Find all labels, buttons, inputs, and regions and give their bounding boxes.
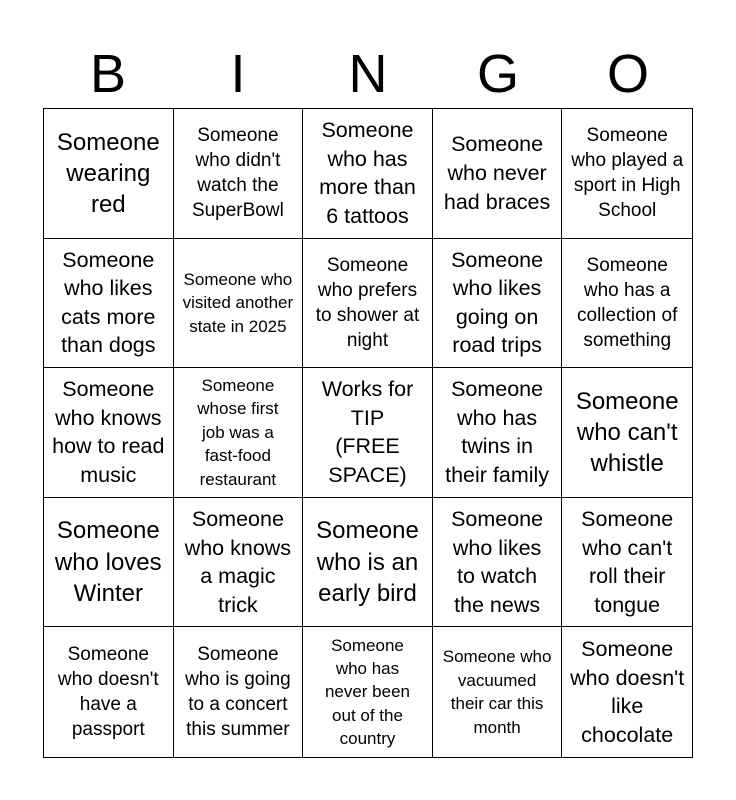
bingo-header bbox=[43, 40, 693, 108]
bingo-cell-r5c1[interactable] bbox=[44, 627, 174, 757]
bingo-cell-r3c2[interactable] bbox=[174, 368, 304, 498]
bingo-cell-r4c4[interactable] bbox=[433, 498, 563, 628]
cell-text: Someone who can't whistle bbox=[575, 387, 679, 478]
cell-text: Someone who likes going on road trips bbox=[451, 247, 544, 358]
bingo-cell-r3c5[interactable] bbox=[562, 368, 692, 498]
cell-text: Someone who doesn't like chocolate bbox=[570, 637, 685, 747]
bingo-cell-r2c1[interactable] bbox=[44, 239, 174, 369]
bingo-cell-r4c2[interactable] bbox=[174, 498, 304, 628]
cell-text: Someone who played a sport in High School bbox=[571, 125, 684, 222]
cell-text: Someone who loves Winter bbox=[54, 517, 162, 607]
cell-text: Someone who visited another state in 2025 bbox=[182, 269, 294, 336]
header-letter-n: N bbox=[348, 44, 388, 104]
bingo-cell-r3c3[interactable] bbox=[303, 368, 433, 498]
header-letter-g: G bbox=[476, 44, 519, 104]
bingo-grid bbox=[43, 108, 693, 758]
bingo-cell-r1c1[interactable] bbox=[44, 109, 174, 239]
bingo-cell-r1c3[interactable] bbox=[303, 109, 433, 239]
bingo-cell-r2c4[interactable] bbox=[433, 239, 563, 369]
cell-text: Someone who knows a magic trick bbox=[184, 506, 292, 617]
header-letter-i: I bbox=[230, 44, 246, 104]
bingo-cell-r4c1[interactable] bbox=[44, 498, 174, 628]
cell-text: Someone who is going to a concert this summer bbox=[185, 644, 291, 741]
cell-text: Someone who knows how to read music bbox=[52, 377, 165, 488]
cell-text: Someone wearing red bbox=[56, 128, 160, 218]
cell-text: Someone who vacuumed their car this month bbox=[442, 647, 552, 737]
bingo-cell-r2c5[interactable] bbox=[562, 239, 692, 369]
cell-text: Someone who prefers to shower at night bbox=[315, 254, 420, 351]
bingo-cell-r2c2[interactable] bbox=[174, 239, 304, 369]
cell-text: Someone who has twins in their family bbox=[445, 377, 550, 488]
cell-text: Works for TIP (FREE SPACE) bbox=[321, 377, 414, 488]
bingo-cell-r5c5[interactable] bbox=[562, 627, 692, 757]
cell-text: Someone who has more than 6 tattoos bbox=[319, 118, 416, 228]
bingo-cell-r4c3[interactable] bbox=[303, 498, 433, 628]
bingo-cell-r5c3[interactable] bbox=[303, 627, 433, 757]
cell-text: Someone who doesn't have a passport bbox=[57, 644, 159, 741]
bingo-cell-r4c5[interactable] bbox=[562, 498, 692, 628]
cell-text: Someone who can't roll their tongue bbox=[581, 506, 674, 617]
bingo-cell-r3c4[interactable] bbox=[433, 368, 563, 498]
bingo-cell-r5c4[interactable] bbox=[433, 627, 563, 757]
bingo-cell-r2c3[interactable] bbox=[303, 239, 433, 369]
header-letter-b: B bbox=[89, 44, 127, 104]
cell-text: Someone who has a collection of something bbox=[577, 254, 678, 351]
header-letter-o: O bbox=[606, 44, 649, 104]
bingo-cell-r3c1[interactable] bbox=[44, 368, 174, 498]
bingo-cell-r1c4[interactable] bbox=[433, 109, 563, 239]
cell-text: Someone who likes cats more than dogs bbox=[61, 247, 156, 358]
cell-text: Someone who has never been out of the country bbox=[324, 635, 411, 749]
cell-text: Someone who didn't watch the SuperBowl bbox=[191, 125, 284, 222]
bingo-cell-r1c2[interactable] bbox=[174, 109, 304, 239]
cell-text: Someone whose first job was a fast-food restaurant bbox=[197, 375, 279, 489]
cell-text: Someone who never had braces bbox=[443, 132, 551, 214]
cell-text: Someone who is an early bird bbox=[316, 517, 419, 607]
bingo-cell-r5c2[interactable] bbox=[174, 627, 304, 757]
cell-text: Someone who likes to watch the news bbox=[451, 506, 544, 617]
bingo-cell-r1c5[interactable] bbox=[562, 109, 692, 239]
